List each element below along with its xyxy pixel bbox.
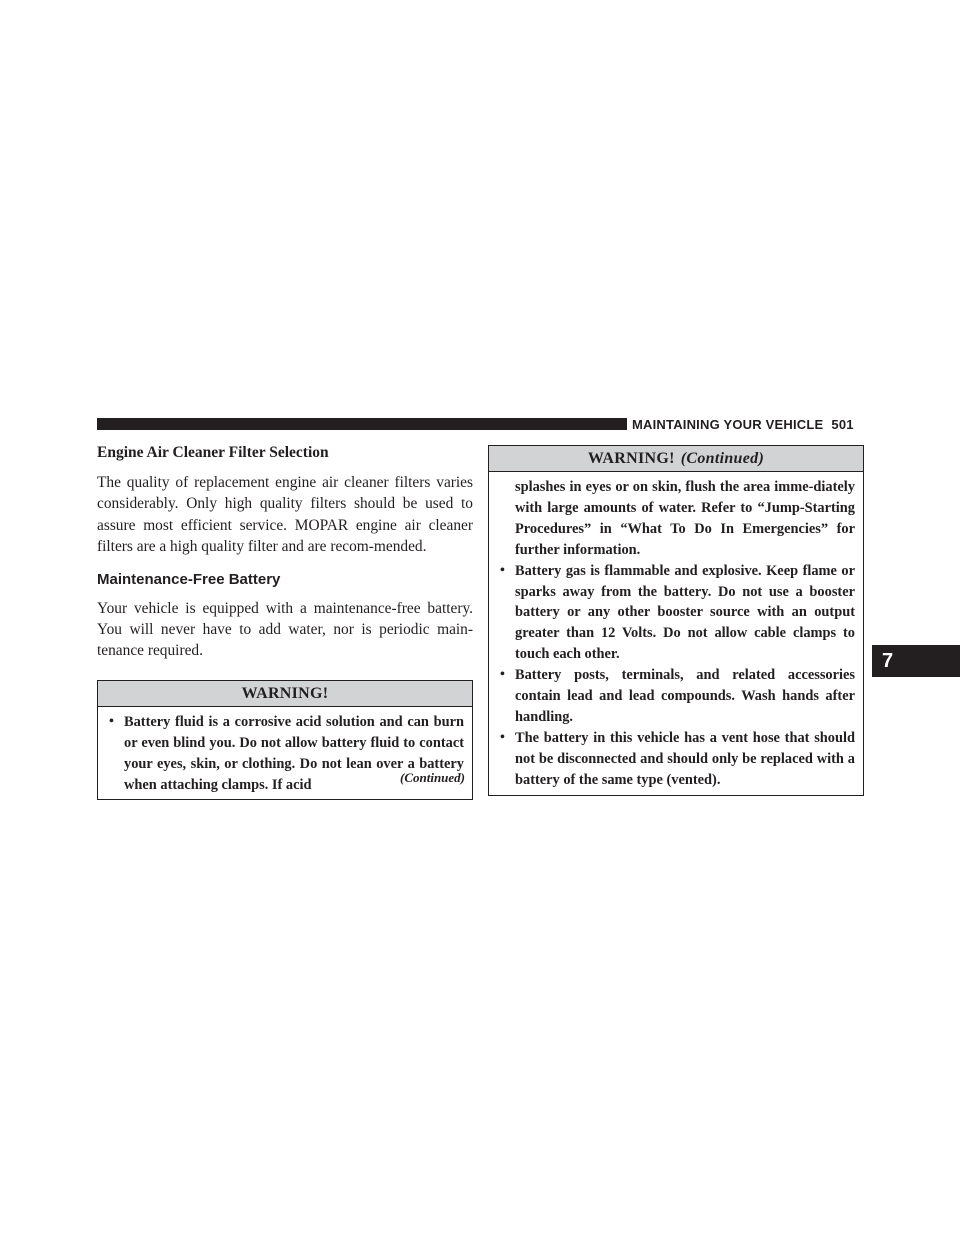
left-column [97,443,473,800]
warning-item-text: The battery in this vehicle has a vent hose that should not be disconnected and should only be replaced with a battery of the same type (vented). [515,729,855,788]
warning-header [98,681,472,707]
bullet-icon: • [109,713,114,729]
warning-item [497,561,855,666]
warning-header-continued [489,446,863,472]
warning-item-text: splashes in eyes or on skin, flush the area imme-diately with large amounts of water. Refer to “Jump-Starting Procedures” in “What To Do In Emergencies” for further information. [515,479,855,558]
page-number: 501 [831,417,854,432]
warning-item-text: Battery fluid is a corrosive acid solution and can burn or even blind you. Do not allow battery fluid to contact your eyes, skin, or clothing. Do not lean over a battery when attaching clamps. If acid [124,713,464,793]
warning-item [497,665,855,728]
battery-paragraph: Your vehicle is equipped with a maintenance-free battery. You will never have to add water, nor is periodic main-tenance required. [97,599,473,660]
chapter-tab: 7 [872,645,960,677]
right-column [488,445,864,796]
bullet-icon: • [500,562,505,578]
warning-item-text: Battery posts, terminals, and related accessories contain lead and lead compounds. Wash hands after handling. [515,667,855,725]
warning-body-continued [489,472,863,795]
header-rule [97,418,627,430]
warning-box-right [488,445,864,796]
battery-section-heading: Maintenance-Free Battery [97,570,281,588]
continued-note: (Continued) [399,770,465,785]
warning-title: WARNING! [241,684,329,702]
header-title: MAINTAINING YOUR VEHICLE [632,417,824,432]
bullet-icon: • [500,667,505,683]
warning-item [497,728,855,791]
bullet-icon: • [500,729,505,745]
warning-item-text: Battery gas is flammable and explosive. Keep flame or sparks away from the battery. Do not use a booster battery or any other booster source with an output greater than 12 Volts. Do not allow cable clamps to touch each other. [515,562,855,663]
warning-title: WARNING! [587,450,675,467]
air-filter-paragraph: The quality of replacement engine air cleaner filters varies considerably. Only high quality filters should be used to assure most efficient service. MOPAR engine air cleaner filters are a high quality filter and are recom-mended. [97,474,473,556]
warning-title-continued: (Continued) [680,450,765,467]
warning-continued-text [497,477,855,561]
air-filter-heading: Engine Air Cleaner Filter Selection [97,444,329,461]
running-header [632,417,854,432]
